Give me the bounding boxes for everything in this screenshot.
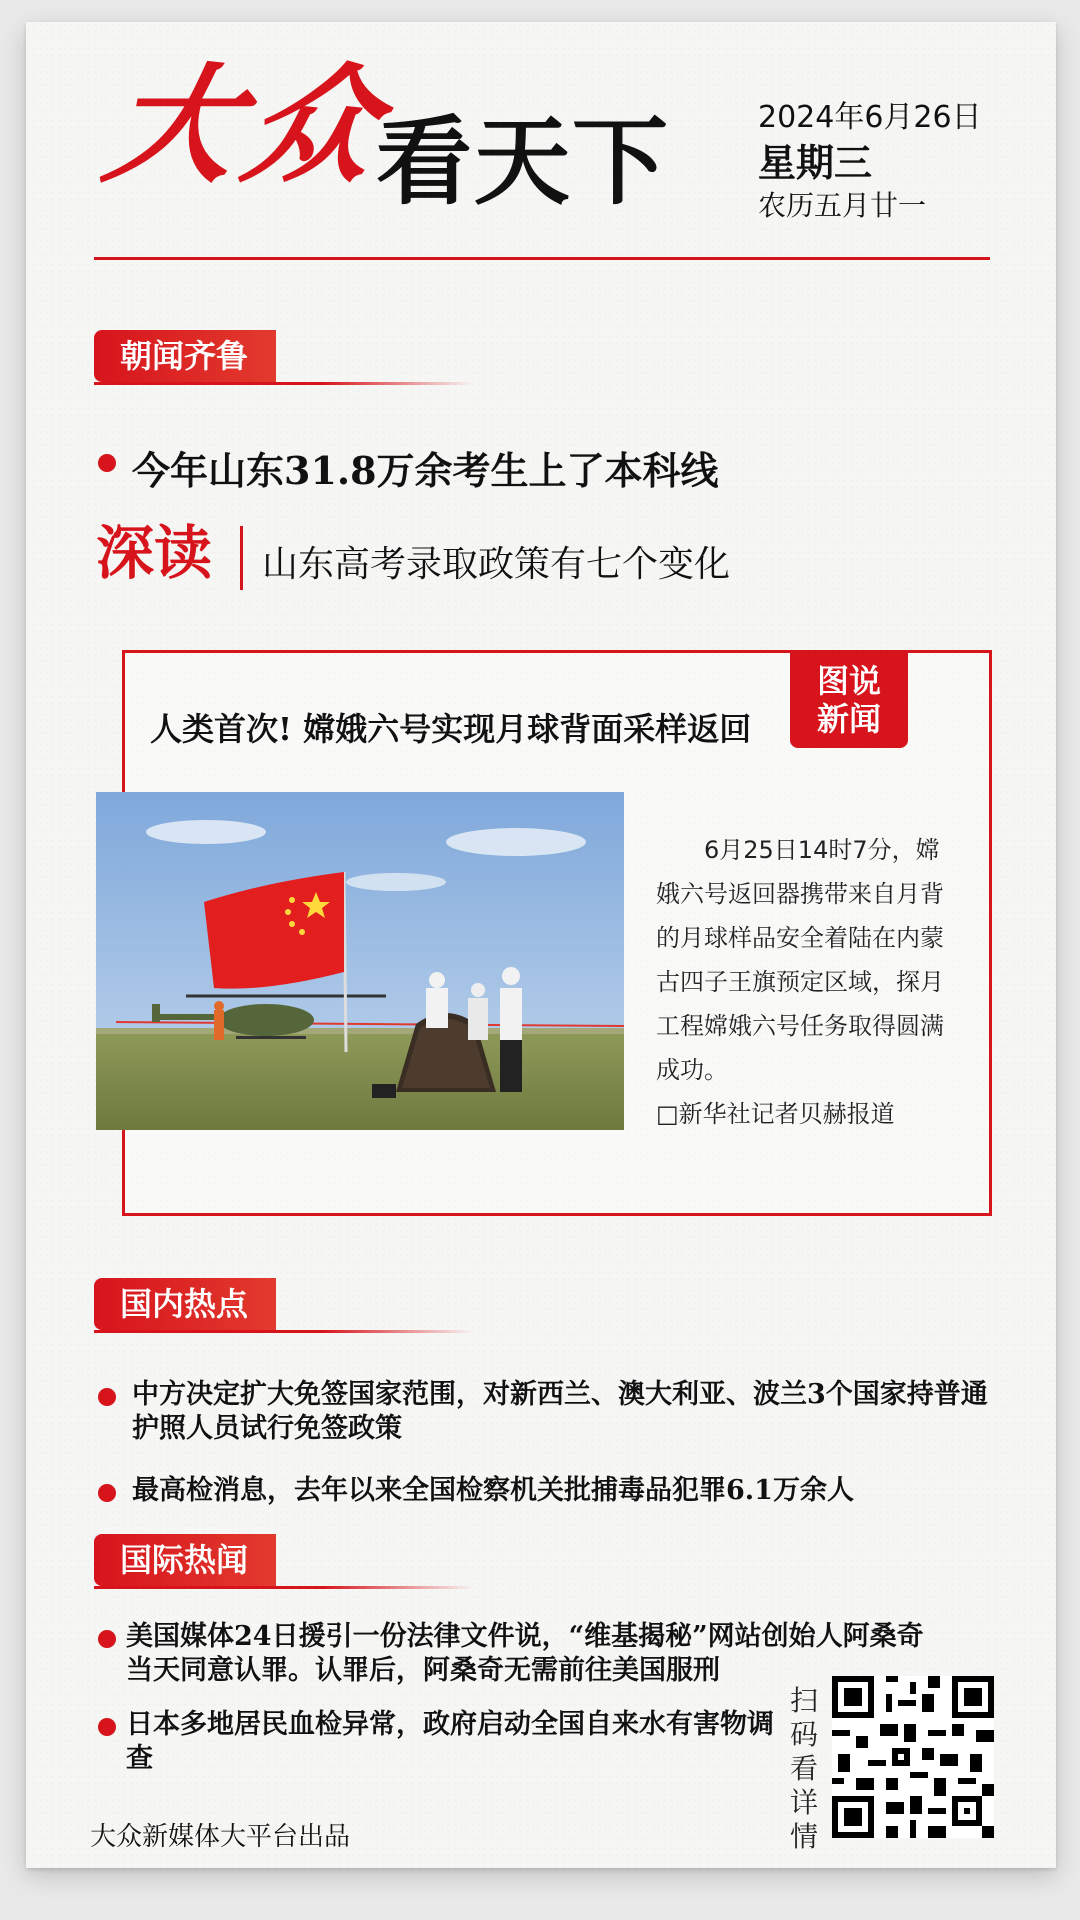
qr-code-graphic xyxy=(832,1676,994,1838)
photo-news-headline[interactable]: 人类首次! 嫦娥六号实现月球背面采样返回 xyxy=(150,710,752,748)
bullet-dot xyxy=(98,454,116,472)
photo-news-badge xyxy=(790,652,908,748)
caption-text: 6月25日14时7分，嫦娥六号返回器携带来自月背的月球样品安全着陆在内蒙古四子王旗预定区域，探月工程嫦娥六号任务取得圆满成功。 xyxy=(656,836,944,1084)
lunar-date-text: 农历五月廿一 xyxy=(758,189,927,222)
deep-read-text[interactable]: 山东高考录取政策有七个变化 xyxy=(262,544,731,585)
bullet-dot xyxy=(98,1484,116,1502)
news-item-japan-water[interactable]: 日本多地居民血检异常，政府启动全国自来水有害物调查 xyxy=(126,1709,774,1774)
footer-credit: 大众新媒体大平台出品 xyxy=(90,1822,351,1852)
badge-line-2: 新闻 xyxy=(816,700,881,738)
masthead-divider xyxy=(94,257,990,260)
badge-line-1: 图说 xyxy=(816,662,881,700)
logo-kantianxia: 看天下 xyxy=(376,106,670,218)
qr-code-icon[interactable] xyxy=(832,1676,994,1838)
news-item-drug-arrests[interactable]: 最高检消息，去年以来全国检察机关批捕毒品犯罪6.1万余人 xyxy=(132,1475,854,1506)
photo-caption xyxy=(656,828,962,1136)
logo-char-zhong: 众 xyxy=(232,51,392,201)
news-item-assange[interactable]: 美国媒体24日援引一份法律文件说，“维基揭秘”网站创始人阿桑奇当天同意认罪。认罪后，阿桑奇无需前往美国服刑 xyxy=(126,1621,924,1686)
logo-char-da: 大 xyxy=(94,51,254,201)
caption-credit: □新华社记者贝赫报道 xyxy=(656,1100,895,1128)
date-text: 2024年6月26日 xyxy=(758,100,982,135)
bullet-dot xyxy=(98,1718,116,1736)
section-tag-guoji: 国际热闻 xyxy=(94,1534,276,1586)
weekday-text: 星期三 xyxy=(758,141,873,185)
section-underline xyxy=(94,382,474,385)
deep-read-divider xyxy=(240,526,243,590)
headline-shandong-gaokao[interactable]: 今年山东31.8万余考生上了本科线 xyxy=(132,448,719,493)
bullet-dot xyxy=(98,1630,116,1648)
chang-e-6-landing-photo[interactable] xyxy=(96,792,624,1130)
section-underline xyxy=(94,1586,474,1589)
section-underline xyxy=(94,1330,474,1333)
deep-read-label: 深读 xyxy=(96,519,213,587)
news-item-visa-free[interactable]: 中方决定扩大免签国家范围，对新西兰、澳大利亚、波兰3个国家持普通护照人员试行免签政策 xyxy=(132,1379,988,1444)
section-tag-zhaowen: 朝闻齐鲁 xyxy=(94,330,276,382)
section-tag-guonei: 国内热点 xyxy=(94,1278,276,1330)
landing-scene-illustration xyxy=(96,792,624,1130)
qr-label: 扫码看详情 xyxy=(789,1684,818,1853)
bullet-dot xyxy=(98,1388,116,1406)
